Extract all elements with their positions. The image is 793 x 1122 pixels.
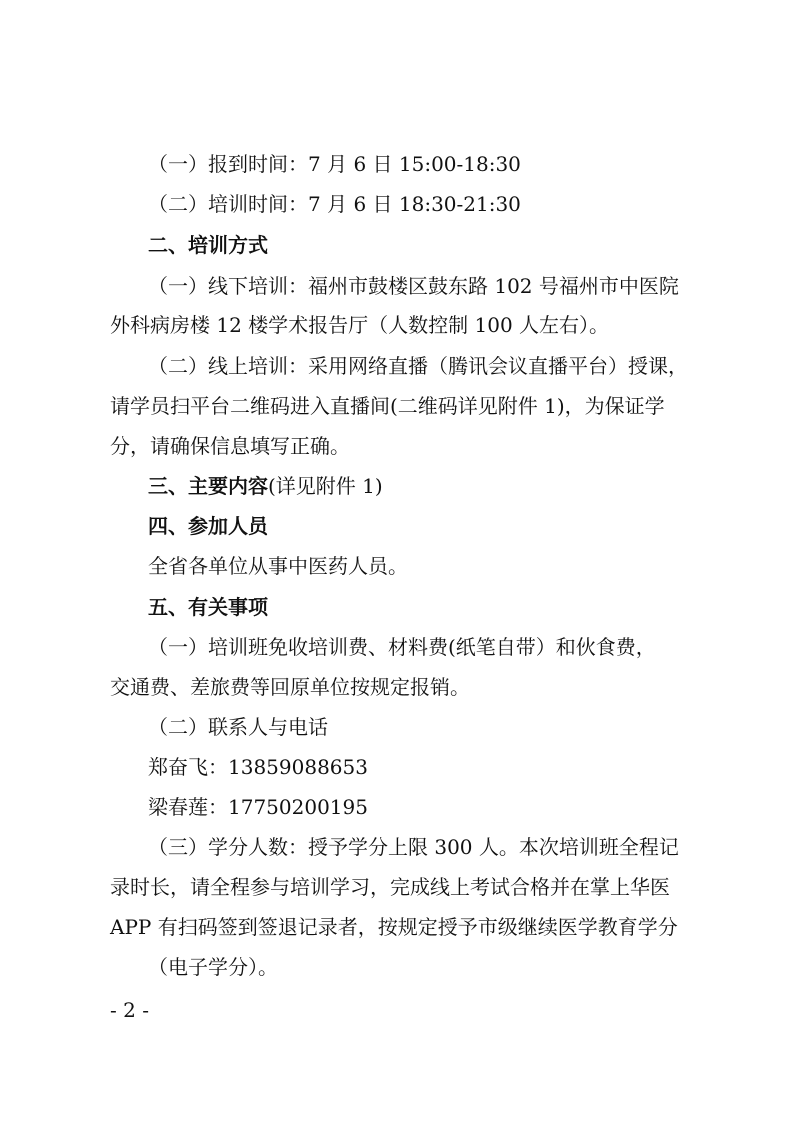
section-heading-main-content: 三、主要内容 xyxy=(148,474,268,498)
online-training-line-3: 分，请确保信息填写正确。 xyxy=(110,434,350,458)
credit-line-1: （三）学分人数：授予学分上限 300 人。本次培训班全程记 xyxy=(148,835,679,859)
section-heading-related-matters: 五、有关事项 xyxy=(148,595,268,619)
section-heading-training-method: 二、培训方式 xyxy=(148,233,268,257)
online-training-line-2: 请学员扫平台二维码进入直播间(二维码详见附件 1)，为保证学 xyxy=(110,394,665,418)
contact-liang: 梁春莲：17750200195 xyxy=(148,795,368,819)
credit-line-3: APP 有扫码签到签退记录者，按规定授予市级继续医学教育学分 xyxy=(110,915,678,939)
page-number: - 2 - xyxy=(110,998,149,1022)
offline-training-line-1: （一）线下培训：福州市鼓楼区鼓东路 102 号福州市中医院 xyxy=(148,274,679,298)
registration-time: （一）报到时间：7 月 6 日 15:00-18:30 xyxy=(148,152,521,176)
main-content-note: (详见附件 1) xyxy=(268,474,383,498)
offline-training-line-2: 外科病房楼 12 楼学术报告厅（人数控制 100 人左右）。 xyxy=(110,313,610,337)
training-time: （二）培训时间：7 月 6 日 18:30-21:30 xyxy=(148,192,521,216)
contacts-heading: （二）联系人与电话 xyxy=(148,715,328,739)
contact-zheng: 郑奋飞：13859088653 xyxy=(148,755,368,779)
fees-line-2: 交通费、差旅费等回原单位按规定报销。 xyxy=(110,675,470,699)
credit-line-2: 录时长，请全程参与培训学习，完成线上考试合格并在掌上华医 xyxy=(110,875,670,899)
credit-line-4: （电子学分）。 xyxy=(148,955,278,979)
online-training-line-1: （二）线上培训：采用网络直播（腾讯会议直播平台）授课， xyxy=(148,354,688,378)
fees-line-1: （一）培训班免收培训费、材料费(纸笔自带）和伙食费， xyxy=(148,635,656,659)
section-heading-participants: 四、参加人员 xyxy=(148,514,268,538)
participants-text: 全省各单位从事中医药人员。 xyxy=(148,554,408,578)
section-main-content xyxy=(148,472,383,500)
